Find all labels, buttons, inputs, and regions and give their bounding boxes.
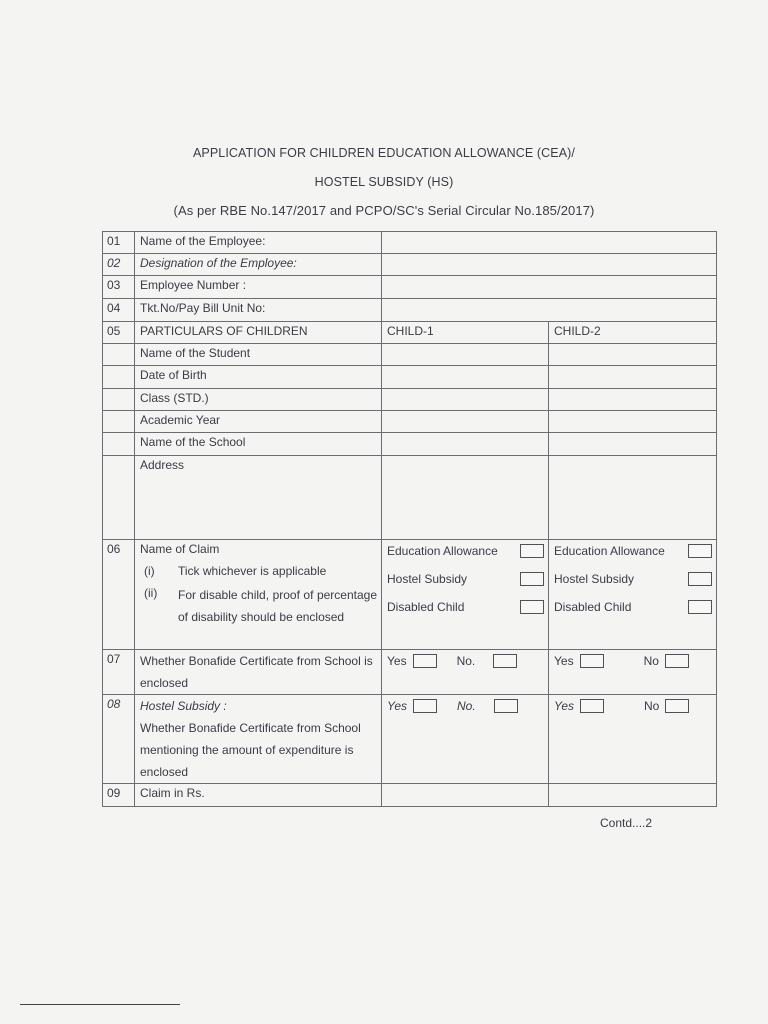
ticket-number-label: Tkt.No/Pay Bill Unit No: bbox=[135, 299, 382, 322]
school-name-label: Name of the School bbox=[135, 433, 382, 456]
hostel-subsidy-label: Hostel Subsidy bbox=[387, 572, 468, 586]
application-table bbox=[102, 231, 717, 807]
education-allowance-label: Education Allowance bbox=[387, 544, 498, 558]
no-label: No bbox=[643, 654, 659, 668]
row-number: 05 bbox=[103, 322, 135, 344]
claim-cell bbox=[135, 540, 382, 650]
child1-education-allowance-checkbox[interactable] bbox=[520, 544, 544, 558]
row-claim-amount bbox=[103, 784, 717, 807]
child2-hostel-yes-checkbox[interactable] bbox=[580, 699, 604, 713]
class-label: Class (STD.) bbox=[135, 389, 382, 411]
child2-academic-year-field[interactable] bbox=[549, 411, 717, 433]
form-title-line2: HOSTEL SUBSIDY (HS) bbox=[314, 175, 454, 189]
academic-year-label: Academic Year bbox=[135, 411, 382, 433]
child1-hostel-yes-checkbox[interactable] bbox=[413, 699, 437, 713]
particulars-label: PARTICULARS OF CHILDREN bbox=[135, 322, 382, 344]
child1-bonafide-options bbox=[382, 650, 549, 695]
row-number: 08 bbox=[103, 695, 135, 784]
child2-dob-field[interactable] bbox=[549, 366, 717, 389]
row-number: 09 bbox=[103, 784, 135, 807]
form-reference: (As per RBE No.147/2017 and PCPO/SC's Serial Circular No.185/2017) bbox=[173, 203, 595, 218]
disabled-child-label: Disabled Child bbox=[387, 600, 465, 614]
child1-dob-field[interactable] bbox=[382, 366, 549, 389]
child1-hostel-subsidy-checkbox[interactable] bbox=[520, 572, 544, 586]
row-number: 03 bbox=[103, 276, 135, 299]
child1-academic-year-field[interactable] bbox=[382, 411, 549, 433]
row-number: 02 bbox=[103, 254, 135, 276]
child2-hostel-options bbox=[549, 695, 717, 784]
row-number: 07 bbox=[103, 650, 135, 695]
child2-hostel-subsidy-checkbox[interactable] bbox=[688, 572, 712, 586]
child2-hostel-no-checkbox[interactable] bbox=[665, 699, 689, 713]
child1-claim-amount-field[interactable] bbox=[382, 784, 549, 807]
child2-bonafide-yes-checkbox[interactable] bbox=[580, 654, 604, 668]
claim-instruction-2: (ii) For disable child, proof of percentage of disability should be enclosed bbox=[144, 586, 377, 624]
designation-field[interactable] bbox=[382, 254, 717, 276]
dob-label: Date of Birth bbox=[135, 366, 382, 389]
row-employee-number bbox=[103, 276, 717, 299]
child1-header: CHILD-1 bbox=[382, 322, 549, 344]
page-edge-line bbox=[20, 1004, 180, 1005]
child2-school-field[interactable] bbox=[549, 433, 717, 456]
child2-disabled-child-checkbox[interactable] bbox=[688, 600, 712, 614]
row-student-name bbox=[103, 344, 717, 366]
claim-instruction-1: (i) Tick whichever is applicable bbox=[144, 564, 327, 578]
education-allowance-label: Education Allowance bbox=[554, 544, 665, 558]
row-bonafide-certificate bbox=[103, 650, 717, 695]
row-number: 04 bbox=[103, 299, 135, 322]
claim-label: Name of Claim bbox=[140, 542, 220, 556]
child2-bonafide-no-checkbox[interactable] bbox=[665, 654, 689, 668]
row-number: 01 bbox=[103, 232, 135, 254]
child1-student-name-field[interactable] bbox=[382, 344, 549, 366]
hostel-subsidy-cell bbox=[135, 695, 382, 784]
employee-name-label: Name of the Employee: bbox=[135, 232, 382, 254]
row-particulars bbox=[103, 322, 717, 344]
employee-name-field[interactable] bbox=[382, 232, 717, 254]
ticket-number-field[interactable] bbox=[382, 299, 717, 322]
student-name-label: Name of the Student bbox=[135, 344, 382, 366]
child2-bonafide-options bbox=[549, 650, 717, 695]
child1-hostel-options bbox=[382, 695, 549, 784]
child1-disabled-child-checkbox[interactable] bbox=[520, 600, 544, 614]
child1-school-field[interactable] bbox=[382, 433, 549, 456]
child2-address-field[interactable] bbox=[549, 456, 717, 540]
no-label: No. bbox=[456, 654, 476, 668]
hostel-subsidy-title: Hostel Subsidy : bbox=[140, 699, 227, 713]
row-number: 06 bbox=[103, 540, 135, 650]
child1-bonafide-no-checkbox[interactable] bbox=[493, 654, 517, 668]
row-employee-name bbox=[103, 232, 717, 254]
yes-label: Yes bbox=[554, 654, 574, 668]
claim-amount-label: Claim in Rs. bbox=[135, 784, 382, 807]
bonafide-label: Whether Bonafide Certificate from School is enclosed bbox=[135, 650, 382, 695]
child2-claim-amount-field[interactable] bbox=[549, 784, 717, 807]
hostel-subsidy-label: Hostel Subsidy bbox=[554, 572, 635, 586]
designation-label: Designation of the Employee: bbox=[135, 254, 382, 276]
row-designation bbox=[103, 254, 717, 276]
row-hostel-subsidy bbox=[103, 695, 717, 784]
child2-student-name-field[interactable] bbox=[549, 344, 717, 366]
yes-label: Yes bbox=[554, 699, 575, 713]
child1-claim-options bbox=[382, 540, 549, 650]
child1-bonafide-yes-checkbox[interactable] bbox=[413, 654, 437, 668]
row-date-of-birth bbox=[103, 366, 717, 389]
row-ticket-number bbox=[103, 299, 717, 322]
row-academic-year bbox=[103, 411, 717, 433]
row-school-name bbox=[103, 433, 717, 456]
child2-claim-options bbox=[549, 540, 717, 650]
child2-education-allowance-checkbox[interactable] bbox=[688, 544, 712, 558]
yes-label: Yes bbox=[387, 699, 408, 713]
no-label: No. bbox=[457, 699, 476, 713]
address-label: Address bbox=[135, 456, 382, 540]
child2-class-field[interactable] bbox=[549, 389, 717, 411]
child1-hostel-no-checkbox[interactable] bbox=[494, 699, 518, 713]
continued-note: Contd....2 bbox=[600, 816, 653, 830]
employee-number-field[interactable] bbox=[382, 276, 717, 299]
yes-label: Yes bbox=[387, 654, 407, 668]
employee-number-label: Employee Number : bbox=[135, 276, 382, 299]
row-class bbox=[103, 389, 717, 411]
child2-header: CHILD-2 bbox=[549, 322, 717, 344]
no-label: No bbox=[644, 699, 660, 713]
row-address bbox=[103, 456, 717, 540]
form-title-line1: APPLICATION FOR CHILDREN EDUCATION ALLOWANCE (CEA)/ bbox=[192, 146, 575, 160]
child1-class-field[interactable] bbox=[382, 389, 549, 411]
child1-address-field[interactable] bbox=[382, 456, 549, 540]
disabled-child-label: Disabled Child bbox=[554, 600, 632, 614]
hostel-subsidy-question: Whether Bonafide Certificate from School mentioning the amount of expenditure is enclosed bbox=[140, 721, 361, 779]
row-name-of-claim bbox=[103, 540, 717, 650]
